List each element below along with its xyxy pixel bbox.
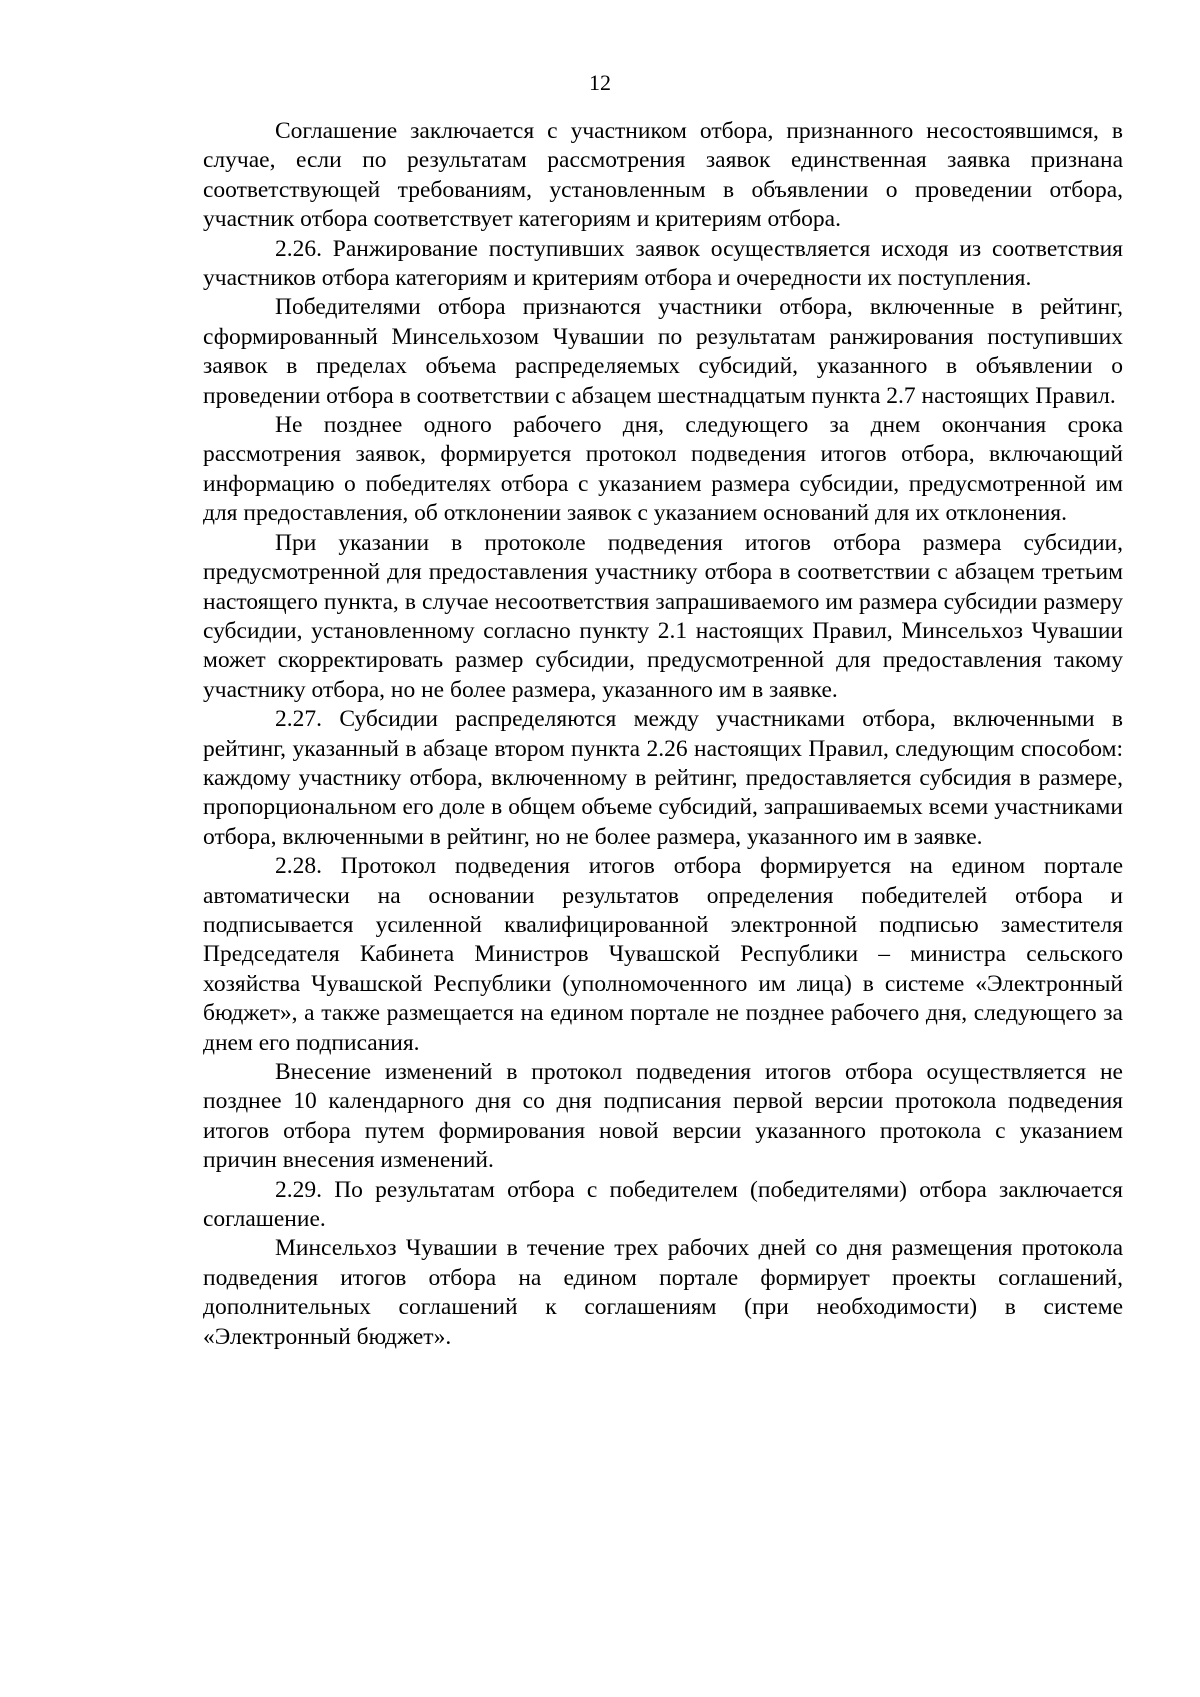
document-body — [203, 117, 1123, 1352]
paragraph-2-26: 2.26. Ранжирование поступивших заявок осуществляется исходя из соответствия участников отбора категориям и критериям отбора и очередности их поступления. — [203, 235, 1123, 292]
paragraph-2-28: 2.28. Протокол подведения итогов отбора формируется на едином портале автоматически на основании результатов определения победителей отбора и подписывается усиленной квалифицированной электронной подписью заместителя Председателя Кабинета Министров Чувашской Республики – министра сельского хозяйства Чувашской Республики (уполномоченного им лица) в системе «Электронный бюджет», а также размещается на едином портале не позднее рабочего дня, следующего за днем его подписания. — [203, 853, 1123, 1056]
paragraph: Минсельхоз Чувашии в течение трех рабочих дней со дня размещения протокола подведения итогов отбора на едином портале формирует проекты соглашений, дополнительных соглашений к соглашениям (при необходимости) в системе «Электронный бюджет». — [203, 1235, 1123, 1350]
page-number: 12 — [589, 70, 611, 95]
paragraph: Не позднее одного рабочего дня, следующего за днем окончания срока рассмотрения заявок, формируется протокол подведения итогов отбора, включающий информацию о победителях отбора с указанием размера субсидии, предусмотренной им для предоставления, об отклонении заявок с указанием оснований для их отклонения. — [203, 412, 1123, 527]
paragraph: При указании в протоколе подведения итогов отбора размера субсидии, предусмотренной для предоставления участнику отбора в соответствии с абзацем третьим настоящего пункта, в случае несоответствия запрашиваемого им размера субсидии размеру субсидии, установленному согласно пункту 2.1 настоящих Правил, Минсельхоз Чувашии может скорректировать размер субсидии, предусмотренной для предоставления такому участнику отбора, но не более размера, указанного им в заявке. — [203, 529, 1123, 703]
paragraph: Соглашение заключается с участником отбора, признанного несостоявшимся, в случае, если по результатам рассмотрения заявок единственная заявка признана соответствующей требованиям, установленным в объявлении о проведении отбора, участник отбора соответствует категориям и критериям отбора. — [203, 118, 1123, 233]
paragraph-2-27: 2.27. Субсидии распределяются между участниками отбора, включенными в рейтинг, указанный в абзаце втором пункта 2.26 настоящих Правил, следующим способом: каждому участнику отбора, включенному в рейтинг, предоставляется субсидия в размере, пропорциональном его доле в общем объеме субсидий, запрашиваемых всеми участниками отбора, включенными в рейтинг, но не более размера, указанного им в заявке. — [203, 706, 1123, 850]
paragraph-2-29: 2.29. По результатам отбора с победителем (победителями) отбора заключается соглашение. — [203, 1176, 1123, 1233]
paragraph: Победителями отбора признаются участники отбора, включенные в рейтинг, сформированный Минсельхозом Чувашии по результатам ранжирования поступивших заявок в пределах объема распределяемых субсидий, указанного в объявлении о проведении отбора в соответствии с абзацем шестнадцатым пункта 2.7 настоящих Правил. — [203, 294, 1123, 409]
paragraph: Внесение изменений в протокол подведения итогов отбора осуществляется не позднее 10 календарного дня со дня подписания первой версии протокола подведения итогов отбора путем формирования новой версии указанного протокола с указанием причин внесения изменений. — [203, 1059, 1123, 1174]
